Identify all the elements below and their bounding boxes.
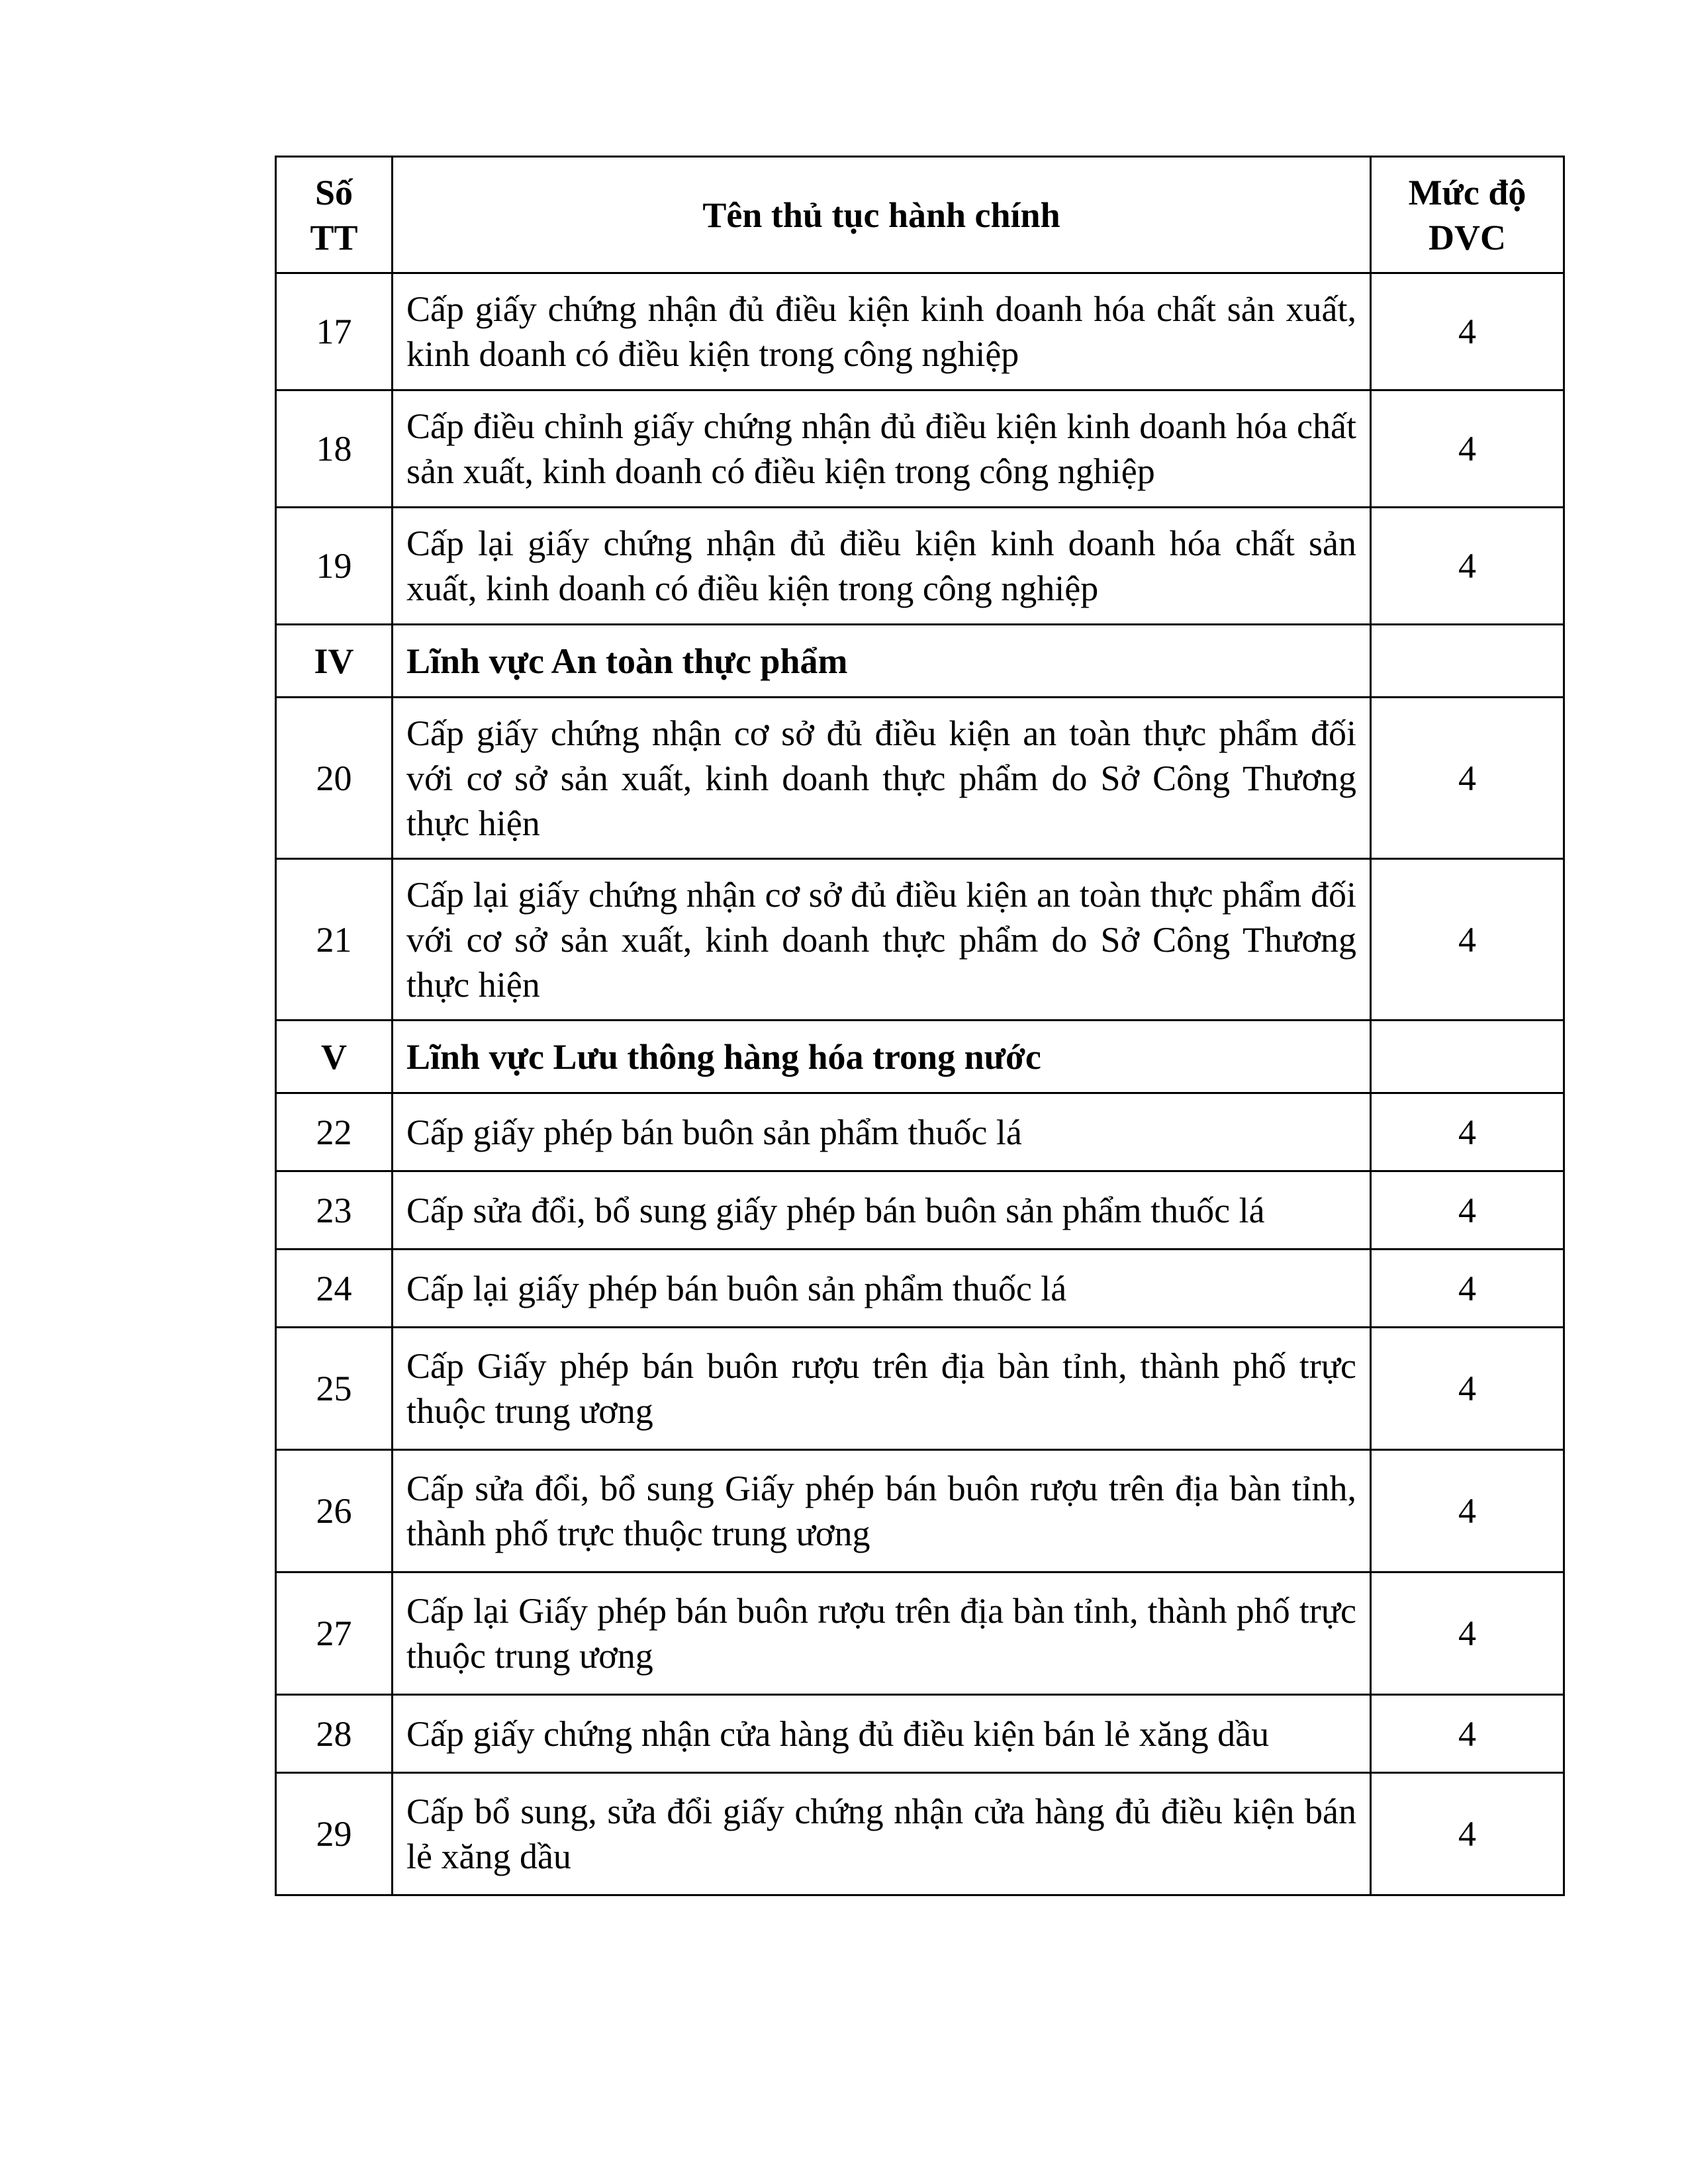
row-number: 27 — [276, 1572, 393, 1695]
row-number: 18 — [276, 390, 393, 508]
procedure-name: Cấp lại giấy chứng nhận đủ điều kiện kinh doanh hóa chất sản xuất, kinh doanh có điều kiện trong công nghiệp — [393, 508, 1371, 625]
procedure-name: Cấp điều chỉnh giấy chứng nhận đủ điều kiện kinh doanh hóa chất sản xuất, kinh doanh có điều kiện trong công nghiệp — [393, 390, 1371, 508]
procedure-name: Cấp giấy chứng nhận cửa hàng đủ điều kiện bán lẻ xăng dầu — [393, 1695, 1371, 1773]
service-level — [1371, 1021, 1564, 1093]
service-level: 4 — [1371, 1773, 1564, 1895]
row-number: 19 — [276, 508, 393, 625]
table-row — [276, 1250, 1564, 1328]
service-level: 4 — [1371, 859, 1564, 1021]
procedure-name: Cấp bổ sung, sửa đổi giấy chứng nhận cửa hàng đủ điều kiện bán lẻ xăng dầu — [393, 1773, 1371, 1895]
procedure-name: Cấp lại giấy chứng nhận cơ sở đủ điều kiện an toàn thực phẩm đối với cơ sở sản xuất, kinh doanh thực phẩm do Sở Công Thương thực hiện — [393, 859, 1371, 1021]
procedure-name: Cấp giấy phép bán buôn sản phẩm thuốc lá — [393, 1093, 1371, 1171]
header-no: Số TT — [276, 157, 393, 273]
table-row — [276, 859, 1564, 1021]
table-row — [276, 1093, 1564, 1171]
header-level: Mức độ DVC — [1371, 157, 1564, 273]
table-row — [276, 1695, 1564, 1773]
table-row — [276, 1328, 1564, 1450]
table-row — [276, 1450, 1564, 1572]
service-level: 4 — [1371, 698, 1564, 859]
procedure-name: Cấp sửa đổi, bổ sung giấy phép bán buôn sản phẩm thuốc lá — [393, 1171, 1371, 1250]
section-row — [276, 625, 1564, 698]
row-number: 24 — [276, 1250, 393, 1328]
table-row — [276, 1171, 1564, 1250]
table-header-row — [276, 157, 1564, 273]
procedure-name: Cấp lại giấy phép bán buôn sản phẩm thuốc lá — [393, 1250, 1371, 1328]
service-level: 4 — [1371, 390, 1564, 508]
table-row — [276, 273, 1564, 390]
row-number: 20 — [276, 698, 393, 859]
row-number: 26 — [276, 1450, 393, 1572]
row-number: 21 — [276, 859, 393, 1021]
row-number: 29 — [276, 1773, 393, 1895]
section-title: Lĩnh vực An toàn thực phẩm — [393, 625, 1371, 698]
service-level: 4 — [1371, 1250, 1564, 1328]
row-number: 22 — [276, 1093, 393, 1171]
table-row — [276, 1572, 1564, 1695]
row-number: 25 — [276, 1328, 393, 1450]
table-row — [276, 1773, 1564, 1895]
procedure-name: Cấp Giấy phép bán buôn rượu trên địa bàn tỉnh, thành phố trực thuộc trung ương — [393, 1328, 1371, 1450]
service-level: 4 — [1371, 273, 1564, 390]
section-number: V — [276, 1021, 393, 1093]
procedure-name: Cấp giấy chứng nhận cơ sở đủ điều kiện an toàn thực phẩm đối với cơ sở sản xuất, kinh doanh thực phẩm do Sở Công Thương thực hiện — [393, 698, 1371, 859]
service-level: 4 — [1371, 1093, 1564, 1171]
table-row — [276, 698, 1564, 859]
section-row — [276, 1021, 1564, 1093]
row-number: 23 — [276, 1171, 393, 1250]
procedures-table — [275, 156, 1565, 1896]
table-row — [276, 390, 1564, 508]
section-number: IV — [276, 625, 393, 698]
row-number: 28 — [276, 1695, 393, 1773]
procedure-name: Cấp giấy chứng nhận đủ điều kiện kinh doanh hóa chất sản xuất, kinh doanh có điều kiện trong công nghiệp — [393, 273, 1371, 390]
header-name: Tên thủ tục hành chính — [393, 157, 1371, 273]
row-number: 17 — [276, 273, 393, 390]
service-level: 4 — [1371, 1572, 1564, 1695]
procedure-name: Cấp lại Giấy phép bán buôn rượu trên địa bàn tỉnh, thành phố trực thuộc trung ương — [393, 1572, 1371, 1695]
table-row — [276, 508, 1564, 625]
section-title: Lĩnh vực Lưu thông hàng hóa trong nước — [393, 1021, 1371, 1093]
service-level: 4 — [1371, 1328, 1564, 1450]
service-level: 4 — [1371, 1695, 1564, 1773]
service-level: 4 — [1371, 1450, 1564, 1572]
service-level: 4 — [1371, 508, 1564, 625]
service-level: 4 — [1371, 1171, 1564, 1250]
service-level — [1371, 625, 1564, 698]
procedure-name: Cấp sửa đổi, bổ sung Giấy phép bán buôn rượu trên địa bàn tỉnh, thành phố trực thuộc trung ương — [393, 1450, 1371, 1572]
